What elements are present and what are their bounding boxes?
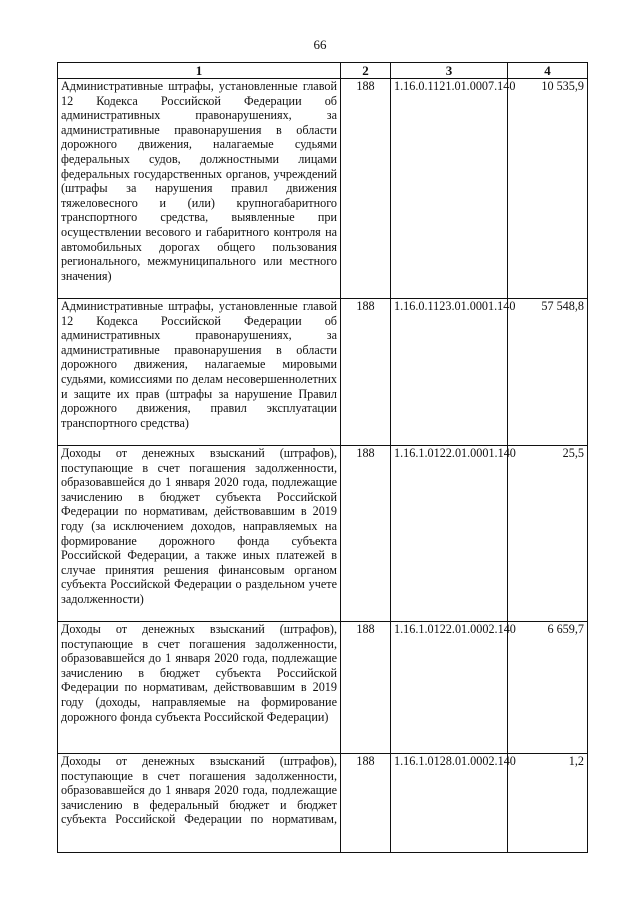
column-header-2: 2 [341,63,391,79]
amount: 25,5 [508,446,588,622]
budget-classification-code: 1.16.1.0122.01.0001.140 [391,446,508,622]
budget-classification-code: 1.16.1.0122.01.0002.140 [391,622,508,754]
revenue-description: Доходы от денежных взысканий (штрафов), поступающие в счет погашения задолженности, образовавшейся до 1 января 2020 года, подлежащие зачислению в бюджет субъекта Российской Федерации по нормативам, действовавшим в 2019 году (за исключением доходов, направляемых на формирование дорожного фонда субъекта Российской Федерации, а также иных платежей в случае принятия решения финансовым органом субъекта Российской Федерации о раздельном учете задолженности) [58,446,341,622]
amount: 6 659,7 [508,622,588,754]
admin-code: 188 [341,299,391,446]
admin-code: 188 [341,446,391,622]
table-row [58,79,588,299]
table-row [58,446,588,622]
admin-code: 188 [341,79,391,299]
table-row [58,299,588,446]
column-header-1: 1 [58,63,341,79]
admin-code: 188 [341,754,391,853]
budget-revenue-table [57,62,588,853]
amount: 1,2 [508,754,588,853]
revenue-description: Доходы от денежных взысканий (штрафов), поступающие в счет погашения задолженности, образовавшейся до 1 января 2020 года, подлежащие зачислению в бюджет субъекта Российской Федерации по нормативам, действовавшим в 2019 году (доходы, направляемые на формирование дорожного фонда субъекта Российской Федерации) [58,622,341,754]
admin-code: 188 [341,622,391,754]
revenue-description: Доходы от денежных взысканий (штрафов), поступающие в счет погашения задолженности, образовавшейся до 1 января 2020 года, подлежащие зачислению в федеральный бюджет и бюджет субъекта Российской Федерации по нормативам, [58,754,341,853]
column-header-4: 4 [508,63,588,79]
budget-classification-code: 1.16.0.1123.01.0001.140 [391,299,508,446]
amount: 57 548,8 [508,299,588,446]
revenue-description: Административные штрафы, установленные главой 12 Кодекса Российской Федерации об административных правонарушениях, за административные правонарушения в области дорожного движения, налагаемые мировыми судьями, комиссиями по делам несовершеннолетних и защите их прав (штрафы за нарушение Правил дорожного движения, правил эксплуатации транспортного средства) [58,299,341,446]
column-header-3: 3 [391,63,508,79]
table-row [58,754,588,853]
table-row [58,622,588,754]
revenue-description: Административные штрафы, установленные главой 12 Кодекса Российской Федерации об административных правонарушениях, за административные правонарушения в области дорожного движения, налагаемые судьями федеральных судов, должностными лицами федеральных государственных органов, учреждений (штрафы за нарушения правил движения тяжеловесного и (или) крупногабаритного транспортного средства, выявленные при осуществлении весового и габаритного контроля на автомобильных дорогах общего пользования регионального, межмуниципального или местного значения) [58,79,341,299]
amount: 10 535,9 [508,79,588,299]
budget-classification-code: 1.16.1.0128.01.0002.140 [391,754,508,853]
page-number: 66 [313,37,327,52]
table-header-row [58,63,588,79]
budget-classification-code: 1.16.0.1121.01.0007.140 [391,79,508,299]
